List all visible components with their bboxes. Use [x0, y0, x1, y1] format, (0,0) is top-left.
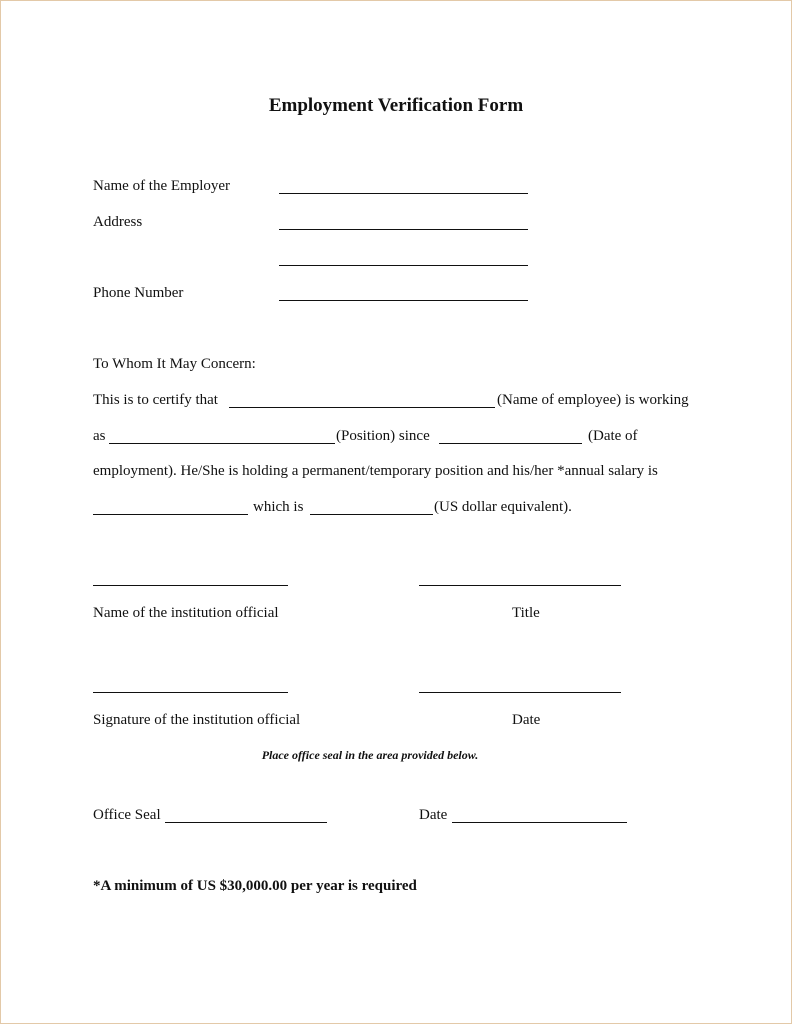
position-field[interactable]: [109, 443, 335, 444]
phone-label: Phone Number: [93, 285, 184, 301]
body-line4-end: (US dollar equivalent).: [434, 499, 572, 515]
address-field-line-1[interactable]: [279, 229, 528, 230]
salutation: To Whom It May Concern:: [93, 356, 256, 372]
page-title: Employment Verification Form: [268, 95, 524, 116]
official-signature-field[interactable]: [93, 692, 288, 693]
official-name-label: Name of the institution official: [93, 605, 279, 621]
employee-name-field[interactable]: [229, 407, 495, 408]
salary-requirement-note: *A minimum of US $30,000.00 per year is required: [93, 878, 417, 894]
signature-date-field[interactable]: [419, 692, 621, 693]
body-line2-start: as: [93, 428, 106, 444]
office-seal-label: Office Seal: [93, 807, 161, 823]
body-line4-mid: which is: [253, 499, 304, 515]
official-signature-label: Signature of the institution official: [93, 712, 301, 728]
address-field-line-2[interactable]: [279, 265, 528, 266]
office-seal-field[interactable]: [165, 822, 327, 823]
body-line2-end: (Date of: [588, 428, 638, 444]
address-label: Address: [93, 214, 143, 230]
usd-equivalent-field[interactable]: [310, 514, 433, 515]
employment-date-field[interactable]: [439, 443, 582, 444]
date-label: Date: [512, 712, 541, 728]
body-line1-end: (Name of employee) is working: [497, 392, 689, 408]
employer-name-label: Name of the Employer: [93, 178, 231, 194]
body-line3: employment). He/She is holding a permanent/temporary position and his/her *annual salary is: [93, 463, 658, 479]
body-line2-mid: (Position) since: [336, 428, 430, 444]
annual-salary-field[interactable]: [93, 514, 248, 515]
official-title-field[interactable]: [419, 585, 621, 586]
phone-field[interactable]: [279, 300, 528, 301]
seal-date-label: Date: [419, 807, 448, 823]
seal-instruction: Place office seal in the area provided below.: [261, 748, 479, 762]
official-name-field[interactable]: [93, 585, 288, 586]
title-label: Title: [512, 605, 540, 621]
seal-date-field[interactable]: [452, 822, 627, 823]
body-line1-start: This is to certify that: [93, 392, 218, 408]
employer-name-field[interactable]: [279, 193, 528, 194]
